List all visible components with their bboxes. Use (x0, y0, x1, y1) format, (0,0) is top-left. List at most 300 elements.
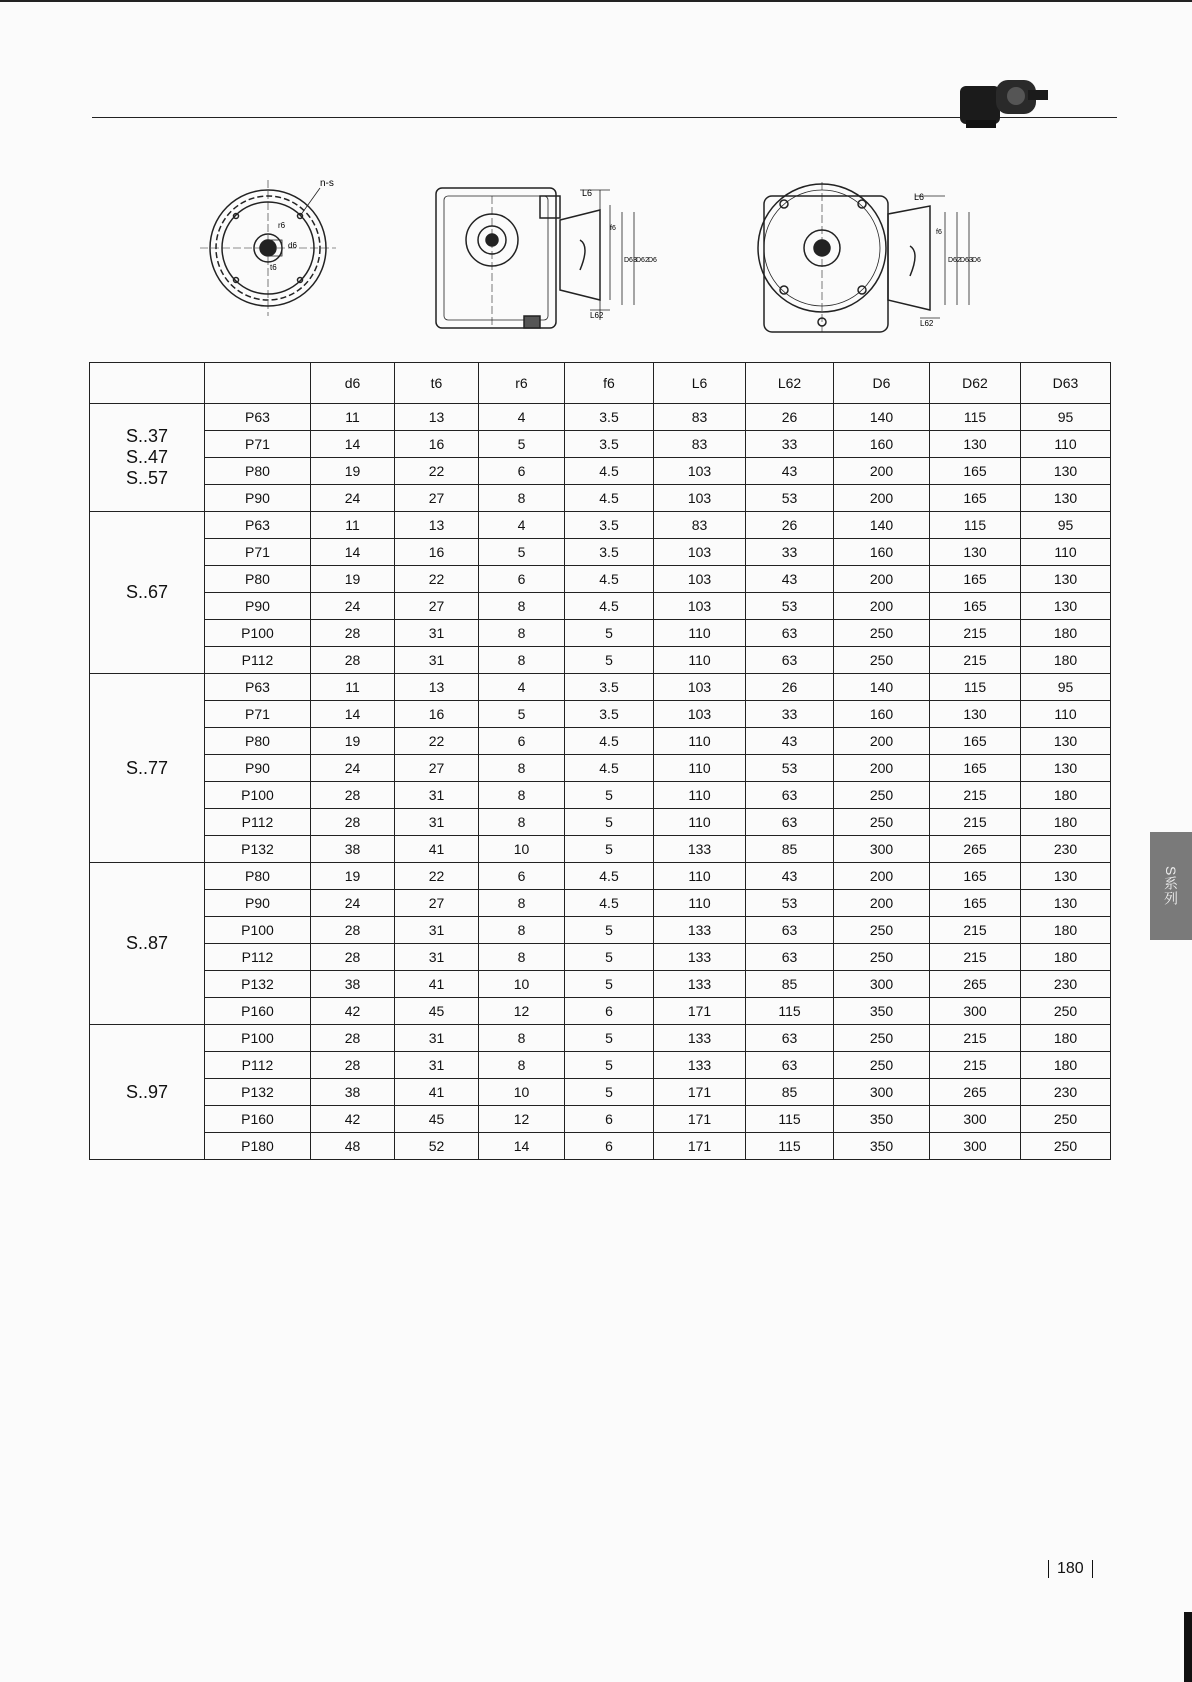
value-cell: 130 (930, 539, 1021, 566)
motor-size-cell: P132 (205, 971, 311, 998)
value-cell: 215 (930, 1025, 1021, 1052)
table-row (90, 836, 1111, 863)
value-cell: 180 (1021, 1025, 1111, 1052)
series-name: S..87 (125, 933, 169, 953)
value-cell: 38 (311, 836, 395, 863)
value-cell: 14 (311, 701, 395, 728)
value-cell: 110 (654, 755, 746, 782)
value-cell: 13 (395, 404, 479, 431)
value-cell: 28 (311, 944, 395, 971)
value-cell: 300 (834, 971, 930, 998)
value-cell: 26 (746, 674, 834, 701)
value-cell: 200 (834, 863, 930, 890)
table-row (90, 485, 1111, 512)
value-cell: 215 (930, 809, 1021, 836)
value-cell: 95 (1021, 404, 1111, 431)
value-cell: 8 (479, 647, 565, 674)
value-cell: 4 (479, 674, 565, 701)
value-cell: 95 (1021, 674, 1111, 701)
value-cell: 250 (834, 809, 930, 836)
value-cell: 4.5 (565, 755, 654, 782)
value-cell: 63 (746, 1052, 834, 1079)
value-cell: 8 (479, 593, 565, 620)
table-row (90, 890, 1111, 917)
table-row (90, 674, 1111, 701)
value-cell: 133 (654, 944, 746, 971)
series-name: S..77 (125, 757, 169, 778)
value-cell: 8 (479, 485, 565, 512)
flange-d6-label: d6 (288, 241, 297, 250)
motor-size-cell: P132 (205, 1079, 311, 1106)
value-cell: 130 (1021, 485, 1111, 512)
value-cell: 130 (1021, 458, 1111, 485)
value-cell: 180 (1021, 944, 1111, 971)
table-row (90, 1079, 1111, 1106)
value-cell: 200 (834, 755, 930, 782)
motor-size-cell: P100 (205, 782, 311, 809)
motor-size-cell: P63 (205, 404, 311, 431)
value-cell: 165 (930, 890, 1021, 917)
value-cell: 28 (311, 647, 395, 674)
value-cell: 4 (479, 512, 565, 539)
value-cell: 130 (1021, 728, 1111, 755)
value-cell: 4.5 (565, 566, 654, 593)
table-row (90, 755, 1111, 782)
value-cell: 165 (930, 566, 1021, 593)
value-cell: 130 (1021, 566, 1111, 593)
value-cell: 6 (479, 728, 565, 755)
motor-size-cell: P180 (205, 1133, 311, 1160)
value-cell: 180 (1021, 782, 1111, 809)
motor-size-cell: P71 (205, 431, 311, 458)
motor-size-cell: P90 (205, 755, 311, 782)
value-cell: 140 (834, 404, 930, 431)
value-cell: 5 (565, 944, 654, 971)
value-cell: 350 (834, 1106, 930, 1133)
value-cell: 110 (1021, 701, 1111, 728)
value-cell: 165 (930, 593, 1021, 620)
value-cell: 28 (311, 917, 395, 944)
value-cell: 31 (395, 944, 479, 971)
value-cell: 31 (395, 647, 479, 674)
value-cell: 160 (834, 701, 930, 728)
table-row (90, 782, 1111, 809)
value-cell: 230 (1021, 1079, 1111, 1106)
series-group-cell (90, 404, 205, 512)
gearbox-front-view-icon (758, 182, 969, 332)
value-cell: 8 (479, 809, 565, 836)
value-cell: 215 (930, 1052, 1021, 1079)
value-cell: 165 (930, 728, 1021, 755)
value-cell: 265 (930, 1079, 1021, 1106)
motor-size-cell: P112 (205, 1052, 311, 1079)
motor-size-cell: P112 (205, 647, 311, 674)
value-cell: 27 (395, 593, 479, 620)
value-cell: 11 (311, 512, 395, 539)
value-cell: 4.5 (565, 485, 654, 512)
value-cell: 24 (311, 890, 395, 917)
series-group-cell (90, 674, 205, 863)
table-row (90, 404, 1111, 431)
value-cell: 83 (654, 404, 746, 431)
motor-size-cell: P100 (205, 1025, 311, 1052)
value-cell: 63 (746, 782, 834, 809)
value-cell: 250 (1021, 1106, 1111, 1133)
page-number-text: 180 (1057, 1560, 1084, 1578)
value-cell: 300 (834, 1079, 930, 1106)
header-motor (205, 363, 311, 404)
motor-size-cell: P160 (205, 1106, 311, 1133)
front-L62-label: L62 (920, 319, 934, 328)
value-cell: 83 (654, 512, 746, 539)
value-cell: 130 (1021, 755, 1111, 782)
value-cell: 215 (930, 782, 1021, 809)
motor-size-cell: P132 (205, 836, 311, 863)
table-row (90, 1025, 1111, 1052)
side-L62-label: L62 (590, 311, 604, 320)
table-row (90, 1052, 1111, 1079)
header-D62: D62 (930, 363, 1021, 404)
value-cell: 6 (479, 863, 565, 890)
value-cell: 42 (311, 998, 395, 1025)
value-cell: 63 (746, 944, 834, 971)
side-D63-label: D63 (624, 257, 637, 264)
value-cell: 41 (395, 1079, 479, 1106)
value-cell: 103 (654, 485, 746, 512)
value-cell: 200 (834, 890, 930, 917)
motor-size-cell: P90 (205, 593, 311, 620)
value-cell: 265 (930, 836, 1021, 863)
value-cell: 33 (746, 539, 834, 566)
value-cell: 110 (654, 782, 746, 809)
front-f6-label: f6 (936, 229, 942, 236)
value-cell: 19 (311, 863, 395, 890)
value-cell: 180 (1021, 917, 1111, 944)
value-cell: 41 (395, 836, 479, 863)
value-cell: 5 (479, 431, 565, 458)
motor-size-cell: P90 (205, 485, 311, 512)
motor-size-cell: P160 (205, 998, 311, 1025)
value-cell: 8 (479, 944, 565, 971)
table-row (90, 539, 1111, 566)
table-row (90, 431, 1111, 458)
table-row (90, 917, 1111, 944)
value-cell: 24 (311, 755, 395, 782)
value-cell: 200 (834, 485, 930, 512)
value-cell: 31 (395, 809, 479, 836)
value-cell: 110 (654, 728, 746, 755)
value-cell: 63 (746, 647, 834, 674)
value-cell: 8 (479, 1025, 565, 1052)
side-tab-label: S系列 (1163, 865, 1179, 907)
value-cell: 19 (311, 728, 395, 755)
value-cell: 8 (479, 890, 565, 917)
table-body (90, 404, 1111, 1160)
value-cell: 85 (746, 971, 834, 998)
value-cell: 115 (930, 404, 1021, 431)
value-cell: 8 (479, 917, 565, 944)
value-cell: 140 (834, 674, 930, 701)
value-cell: 11 (311, 674, 395, 701)
value-cell: 265 (930, 971, 1021, 998)
value-cell: 8 (479, 620, 565, 647)
series-group-cell (90, 863, 205, 1025)
value-cell: 43 (746, 863, 834, 890)
value-cell: 16 (395, 431, 479, 458)
value-cell: 215 (930, 620, 1021, 647)
flange-ns-label: n-s (320, 178, 334, 189)
value-cell: 27 (395, 890, 479, 917)
motor-size-cell: P100 (205, 917, 311, 944)
value-cell: 28 (311, 809, 395, 836)
value-cell: 115 (746, 998, 834, 1025)
value-cell: 165 (930, 458, 1021, 485)
value-cell: 6 (479, 566, 565, 593)
front-D62-label: D62 (948, 257, 961, 264)
value-cell: 250 (834, 647, 930, 674)
value-cell: 6 (479, 458, 565, 485)
value-cell: 31 (395, 1052, 479, 1079)
value-cell: 53 (746, 485, 834, 512)
table-row (90, 863, 1111, 890)
value-cell: 85 (746, 836, 834, 863)
value-cell: 53 (746, 890, 834, 917)
value-cell: 230 (1021, 971, 1111, 998)
value-cell: 130 (1021, 593, 1111, 620)
value-cell: 33 (746, 431, 834, 458)
value-cell: 27 (395, 755, 479, 782)
value-cell: 180 (1021, 809, 1111, 836)
value-cell: 103 (654, 566, 746, 593)
motor-size-cell: P71 (205, 539, 311, 566)
side-D6-label: D6 (648, 257, 657, 264)
value-cell: 13 (395, 512, 479, 539)
motor-size-cell: P80 (205, 566, 311, 593)
value-cell: 14 (311, 539, 395, 566)
value-cell: 6 (565, 1133, 654, 1160)
value-cell: 250 (1021, 1133, 1111, 1160)
series-group-cell (90, 1025, 205, 1160)
value-cell: 5 (565, 809, 654, 836)
series-name: S..57 (125, 468, 169, 488)
value-cell: 200 (834, 728, 930, 755)
table-row (90, 701, 1111, 728)
table-row (90, 647, 1111, 674)
table-row (90, 458, 1111, 485)
value-cell: 300 (930, 998, 1021, 1025)
header-D63: D63 (1021, 363, 1111, 404)
value-cell: 110 (1021, 431, 1111, 458)
value-cell: 28 (311, 620, 395, 647)
value-cell: 22 (395, 728, 479, 755)
value-cell: 5 (565, 782, 654, 809)
motor-size-cell: P63 (205, 512, 311, 539)
value-cell: 250 (1021, 998, 1111, 1025)
value-cell: 250 (834, 917, 930, 944)
value-cell: 3.5 (565, 404, 654, 431)
value-cell: 31 (395, 782, 479, 809)
value-cell: 133 (654, 1052, 746, 1079)
value-cell: 5 (565, 1025, 654, 1052)
value-cell: 5 (565, 836, 654, 863)
value-cell: 38 (311, 971, 395, 998)
motor-size-cell: P71 (205, 701, 311, 728)
value-cell: 28 (311, 782, 395, 809)
value-cell: 110 (1021, 539, 1111, 566)
table-row (90, 944, 1111, 971)
value-cell: 3.5 (565, 674, 654, 701)
value-cell: 3.5 (565, 539, 654, 566)
value-cell: 63 (746, 620, 834, 647)
flange-r6-label: r6 (278, 221, 286, 230)
value-cell: 4 (479, 404, 565, 431)
value-cell: 16 (395, 701, 479, 728)
gearbox-side-view-icon (436, 188, 634, 328)
value-cell: 300 (930, 1106, 1021, 1133)
value-cell: 130 (930, 701, 1021, 728)
value-cell: 103 (654, 701, 746, 728)
value-cell: 110 (654, 620, 746, 647)
value-cell: 12 (479, 1106, 565, 1133)
motor-size-cell: P112 (205, 809, 311, 836)
value-cell: 28 (311, 1052, 395, 1079)
series-group-cell (90, 512, 205, 674)
value-cell: 83 (654, 431, 746, 458)
value-cell: 5 (479, 701, 565, 728)
value-cell: 110 (654, 647, 746, 674)
technical-drawings (0, 0, 1192, 350)
value-cell: 250 (834, 782, 930, 809)
value-cell: 5 (565, 620, 654, 647)
side-f6-label: f6 (610, 225, 616, 232)
value-cell: 16 (395, 539, 479, 566)
value-cell: 27 (395, 485, 479, 512)
motor-size-cell: P63 (205, 674, 311, 701)
table-row (90, 809, 1111, 836)
value-cell: 85 (746, 1079, 834, 1106)
motor-size-cell: P80 (205, 728, 311, 755)
header-t6: t6 (395, 363, 479, 404)
value-cell: 48 (311, 1133, 395, 1160)
value-cell: 4.5 (565, 728, 654, 755)
value-cell: 160 (834, 431, 930, 458)
motor-size-cell: P100 (205, 620, 311, 647)
table-row (90, 512, 1111, 539)
value-cell: 110 (654, 890, 746, 917)
value-cell: 133 (654, 917, 746, 944)
value-cell: 38 (311, 1079, 395, 1106)
table-row (90, 620, 1111, 647)
header-L6: L6 (654, 363, 746, 404)
table-row (90, 728, 1111, 755)
value-cell: 110 (654, 863, 746, 890)
value-cell: 130 (1021, 890, 1111, 917)
value-cell: 250 (834, 944, 930, 971)
header-r6: r6 (479, 363, 565, 404)
value-cell: 300 (930, 1133, 1021, 1160)
series-name: S..97 (125, 1081, 169, 1102)
value-cell: 200 (834, 566, 930, 593)
front-D63-label: D63 (960, 257, 973, 264)
value-cell: 11 (311, 404, 395, 431)
value-cell: 133 (654, 1025, 746, 1052)
value-cell: 5 (565, 647, 654, 674)
table-row (90, 566, 1111, 593)
value-cell: 250 (834, 1052, 930, 1079)
series-name: S..67 (125, 582, 169, 602)
value-cell: 19 (311, 566, 395, 593)
value-cell: 10 (479, 971, 565, 998)
value-cell: 160 (834, 539, 930, 566)
value-cell: 5 (565, 971, 654, 998)
value-cell: 4.5 (565, 458, 654, 485)
table-row (90, 998, 1111, 1025)
value-cell: 171 (654, 998, 746, 1025)
value-cell: 171 (654, 1133, 746, 1160)
value-cell: 4.5 (565, 863, 654, 890)
side-L6-label: L6 (582, 188, 593, 198)
value-cell: 31 (395, 620, 479, 647)
series-name: S..37 (125, 426, 169, 446)
table-row (90, 971, 1111, 998)
value-cell: 103 (654, 593, 746, 620)
value-cell: 300 (834, 836, 930, 863)
value-cell: 115 (930, 674, 1021, 701)
value-cell: 130 (1021, 863, 1111, 890)
page-edge-bar (1184, 1612, 1192, 1682)
value-cell: 6 (565, 1106, 654, 1133)
motor-size-cell: P80 (205, 863, 311, 890)
value-cell: 140 (834, 512, 930, 539)
value-cell: 63 (746, 1025, 834, 1052)
value-cell: 33 (746, 701, 834, 728)
value-cell: 3.5 (565, 701, 654, 728)
value-cell: 14 (479, 1133, 565, 1160)
value-cell: 24 (311, 593, 395, 620)
value-cell: 171 (654, 1106, 746, 1133)
motor-size-cell: P80 (205, 458, 311, 485)
header-f6: f6 (565, 363, 654, 404)
series-name: S..47 (125, 447, 169, 467)
table-header-row (90, 363, 1111, 404)
value-cell: 215 (930, 944, 1021, 971)
header-L62: L62 (746, 363, 834, 404)
value-cell: 28 (311, 1025, 395, 1052)
value-cell: 8 (479, 1052, 565, 1079)
value-cell: 8 (479, 755, 565, 782)
value-cell: 115 (930, 512, 1021, 539)
value-cell: 180 (1021, 647, 1111, 674)
value-cell: 110 (654, 809, 746, 836)
value-cell: 43 (746, 458, 834, 485)
table-row (90, 593, 1111, 620)
motor-size-cell: P90 (205, 890, 311, 917)
page-number (1040, 1560, 1101, 1578)
value-cell: 4.5 (565, 890, 654, 917)
value-cell: 13 (395, 674, 479, 701)
front-L6-label: L6 (914, 192, 925, 202)
value-cell: 26 (746, 404, 834, 431)
value-cell: 12 (479, 998, 565, 1025)
value-cell: 22 (395, 458, 479, 485)
value-cell: 103 (654, 539, 746, 566)
value-cell: 115 (746, 1106, 834, 1133)
value-cell: 133 (654, 971, 746, 998)
value-cell: 45 (395, 1106, 479, 1133)
value-cell: 63 (746, 809, 834, 836)
value-cell: 43 (746, 566, 834, 593)
value-cell: 200 (834, 458, 930, 485)
